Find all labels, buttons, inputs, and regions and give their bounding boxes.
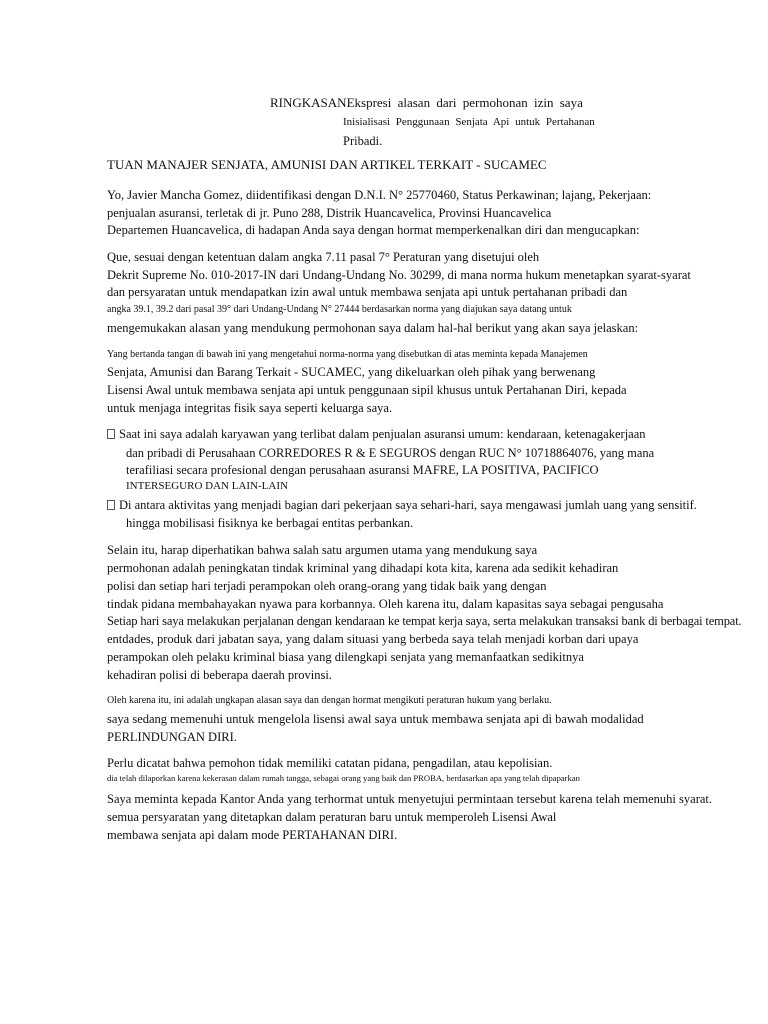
legal-basis-line: mengemukakan alasan yang mendukung permohonan saya dalam hal-hal berikut yang akan saya jelaskan: — [107, 321, 639, 335]
bullet-line: dan pribadi di Perusahaan CORREDORES R & E SEGUROS dengan RUC N° 10718864076, yang mana — [126, 446, 655, 460]
bullet-line: hingga mobilisasi fisiknya ke berbagai entitas perbankan. — [126, 516, 414, 530]
bullet-item: Di antara aktivitas yang menjadi bagian dari pekerjaan saya sehari-hari, saya mengawasi jumlah uang yang sensitif. — [107, 498, 697, 512]
note-line: dia telah dilaporkan karena kekerasan dalam rumah tangga, sebagai orang yang baik dan PROBA, berdasarkan apa yang telah dipaparkan — [107, 773, 580, 783]
closing-line: membawa senjata api dalam mode PERTAHANAN DIRI. — [107, 828, 398, 842]
argument-line: perampokan oleh pelaku kriminal biasa yang dilengkapi senjata yang memanfaatkan sedikitnya — [107, 650, 584, 664]
argument-line: Selain itu, harap diperhatikan bahwa salah satu argumen utama yang mendukung saya — [107, 543, 538, 557]
addressee: TUAN MANAJER SENJATA, AMUNISI DAN ARTIKEL TERKAIT - SUCAMEC — [107, 157, 547, 172]
legal-basis-line: Que, sesuai dengan ketentuan dalam angka 7.11 pasal 7° Peraturan yang disetujui oleh — [107, 250, 540, 264]
header-title-line-1: Ekspresi alasan dari permohonan izin saya — [346, 95, 583, 110]
bullet-line: terafiliasi secara profesional dengan perusahaan asuransi MAFRE, LA POSITIVA, PACIFICO — [126, 463, 599, 477]
argument-line: permohonan adalah peningkatan tindak kriminal yang dihadapi kota kita, karena ada sedikit kehadiran — [107, 561, 619, 575]
request-line: untuk menjaga integritas fisik saya seperti keluarga saya. — [107, 401, 393, 415]
bullet-item: Saat ini saya adalah karyawan yang terlibat dalam penjualan asuransi umum: kendaraan, ketenagakerjaan — [107, 427, 646, 441]
intro-line: penjualan asuransi, terletak di jr. Puno 288, Distrik Huancavelica, Provinsi Huancavelica — [107, 206, 552, 220]
bullet-line: INTERSEGURO DAN LAIN-LAIN — [126, 480, 288, 492]
legal-basis-line: dan persyaratan untuk mendapatkan izin awal untuk membawa senjata api untuk pertahanan pribadi dan — [107, 285, 628, 299]
conclusion-line: PERLINDUNGAN DIRI. — [107, 730, 237, 744]
argument-line: entdades, produk dari jabatan saya, yang dalam situasi yang berbeda saya telah menjadi korban dari upaya — [107, 632, 639, 646]
argument-line: tindak pidana membahayakan nyawa para korbannya. Oleh karena itu, dalam kapasitas saya sebagai pengusaha — [107, 597, 664, 611]
request-line: Lisensi Awal untuk membawa senjata api untuk penggunaan sipil khusus untuk Pertahanan Diri, kepada — [107, 383, 627, 397]
legal-basis-line: angka 39.1, 39.2 dari pasal 39° dari Undang-Undang N° 27444 berdasarkan norma yang diajukan saya datang untuk — [107, 304, 572, 315]
argument-line: polisi dan setiap hari terjadi perampokan oleh orang-orang yang tidak baik yang dengan — [107, 579, 547, 593]
header-title-line-2: Inisialisasi Penggunaan Senjata Api untuk Pertahanan — [343, 116, 595, 128]
summary-label: RINGKASAN — [270, 95, 347, 110]
closing-line: semua persyaratan yang ditetapkan dalam peraturan baru untuk memperoleh Lisensi Awal — [107, 810, 557, 824]
document-header — [270, 96, 583, 111]
header-title-line-3: Pribadi. — [343, 134, 383, 148]
conclusion-line: Oleh karena itu, ini adalah ungkapan alasan saya dan dengan hormat mengikuti peraturan hukum yang berlaku. — [107, 695, 552, 706]
conclusion-line: saya sedang memenuhi untuk mengelola lisensi awal saya untuk membawa senjata api di bawah modalidad — [107, 712, 644, 726]
legal-basis-line: Dekrit Supreme No. 010-2017-IN dari Undang-Undang No. 30299, di mana norma hukum menetapkan syarat-syarat — [107, 268, 691, 282]
closing-line: Saya meminta kepada Kantor Anda yang terhormat untuk menyetujui permintaan tersebut karena telah memenuhi syarat. — [107, 792, 713, 806]
checkbox-icon — [107, 429, 115, 439]
intro-line: Yo, Javier Mancha Gomez, diidentifikasi dengan D.N.I. N° 25770460, Status Perkawinan; lajang, Pekerjaan: — [107, 188, 652, 202]
argument-line: Setiap hari saya melakukan perjalanan dengan kendaraan ke tempat kerja saya, serta melakukan transaksi bank di berbagai tempat. — [107, 614, 742, 628]
argument-line: kehadiran polisi di beberapa daerah provinsi. — [107, 668, 332, 682]
request-line: Yang bertanda tangan di bawah ini yang mengetahui norma-norma yang disebutkan di atas meminta kepada Manajemen — [107, 349, 588, 360]
request-line: Senjata, Amunisi dan Barang Terkait - SUCAMEC, yang dikeluarkan oleh pihak yang berwenang — [107, 365, 596, 379]
note-line: Perlu dicatat bahwa pemohon tidak memiliki catatan pidana, pengadilan, atau kepolisian. — [107, 756, 553, 770]
intro-line: Departemen Huancavelica, di hadapan Anda saya dengan hormat memperkenalkan diri dan mengucapkan: — [107, 223, 640, 237]
checkbox-icon — [107, 500, 115, 510]
